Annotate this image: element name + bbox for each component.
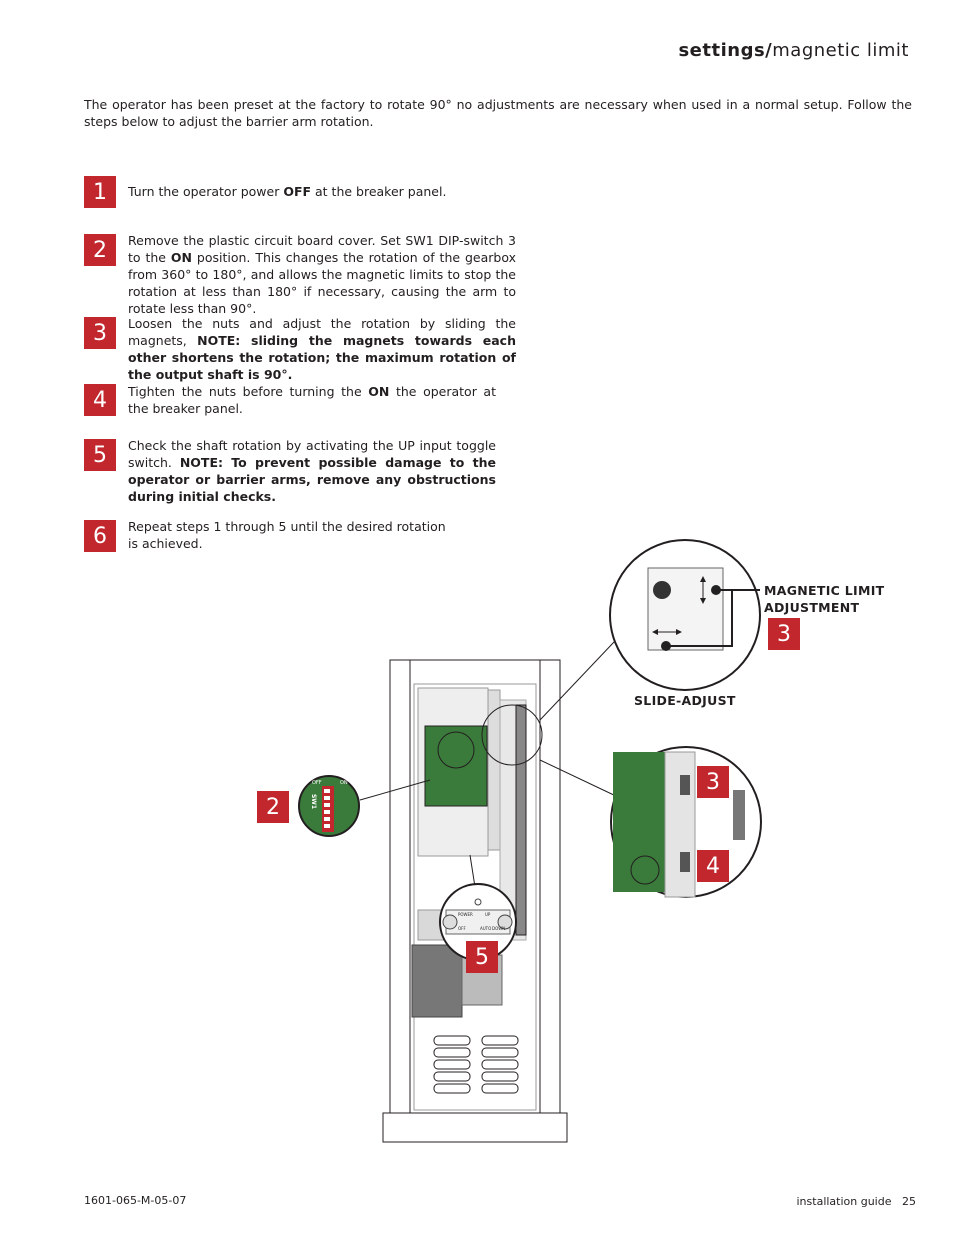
intro-paragraph: The operator has been preset at the factory to rotate 90° no adjustments are necessary when used in a normal setup. Follow the steps below to adjust the barrier arm rotation. <box>84 97 912 129</box>
page-title: settings/magnetic limit <box>678 40 909 61</box>
magnetic-limit-callout: MAGNETIC LIMIT ADJUSTMENT <box>764 583 885 615</box>
step-number: 4 <box>84 384 116 416</box>
dip-switch-zoom <box>299 776 359 836</box>
dip-off-label: OFF <box>312 780 322 786</box>
step-text: Tighten the nuts before turning the ON the operator at the breaker panel. <box>128 384 496 416</box>
dip-label: SW1 <box>310 793 318 810</box>
page-footer: installation guide 25 <box>796 1195 916 1208</box>
step-number: 3 <box>84 317 116 349</box>
badge-step-2: 2 <box>257 791 289 823</box>
magnet-nuts-zoom <box>611 747 761 897</box>
badge-step-3-zoom: 3 <box>697 766 729 798</box>
switch-off-label: OFF <box>458 926 466 931</box>
step-number: 5 <box>84 439 116 471</box>
slide-adjust-callout: SLIDE-ADJUST <box>634 693 736 708</box>
badge-step-3: 3 <box>768 618 800 650</box>
switch-auto-label: AUTO <box>480 926 492 931</box>
step-text: Turn the operator power OFF at the breaker panel. <box>128 184 447 199</box>
magnet-slide-zoom <box>610 540 760 690</box>
step-number: 2 <box>84 234 116 266</box>
dip-on-label: ON <box>340 780 348 786</box>
step-text: Loosen the nuts and adjust the rotation by sliding the magnets, NOTE: sliding the magnets towards each other shortens the rotation; the maximum rotation of the output shaft is 90°. <box>128 316 516 382</box>
badge-step-5: 5 <box>466 941 498 973</box>
switch-down-label: DOWN <box>492 926 506 931</box>
step-number: 1 <box>84 176 116 208</box>
badge-step-4-zoom: 4 <box>697 850 729 882</box>
step-text: Check the shaft rotation by activating the UP input toggle switch. NOTE: To prevent possible damage to the operator or barrier arms, remove any obstructions during initial checks. <box>128 438 497 504</box>
switch-power-label: POWER <box>458 912 473 917</box>
document-number: 1601-065-M-05-07 <box>84 1194 187 1207</box>
step-text: Remove the plastic circuit board cover. Set SW1 DIP-switch 3 to the ON position. This changes the rotation of the gearbox from 360° to 180°, and allows the magnetic limits to stop the rotation at less than 180° if necessary, causing the arm to rotate less than 90°. <box>128 233 516 316</box>
step-number: 6 <box>84 520 116 552</box>
step-text: Repeat steps 1 through 5 until the desired rotation is achieved. <box>128 519 446 551</box>
switch-up-label: UP <box>485 912 491 917</box>
